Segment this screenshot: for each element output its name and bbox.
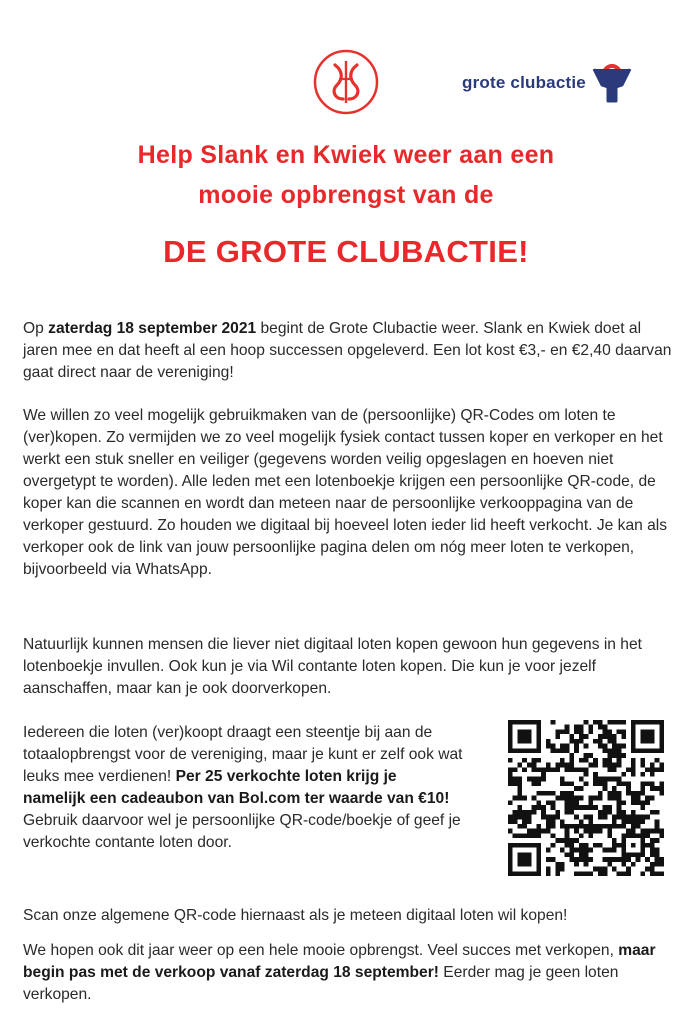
brand-name: grote clubactie [462, 73, 586, 92]
start-date: zaterdag 18 september 2021 [48, 320, 257, 337]
intro-paragraph [23, 318, 673, 384]
slank-en-kwiek-emblem-icon [313, 49, 379, 115]
closing-text-end: Eerder mag je geen loten verkopen. [23, 964, 619, 1003]
headline-title: DE GROTE CLUBACTIE! [163, 234, 529, 269]
reward-text-start: Iedereen die loten (ver)koopt draagt een steentje bij aan de totaalopbrengst voor de vereniging, maar je kunt er zelf ook wat leuks mee verdienen! [23, 724, 463, 785]
reward-highlight: Per 25 verkochte loten krijg je namelijk een cadeaubon van Bol.com ter waarde van €10! [23, 768, 450, 807]
reward-text-end: Gebruik daarvoor wel je persoonlijke QR-code/boekje of geef je verkochte contante loten door. [23, 812, 461, 851]
cash-tickets-paragraph: Natuurlijk kunnen mensen die liever niet digitaal loten kopen gewoon hun gegevens in het lotenboekje invullen. Ook kun je via Wil contante loten kopen. Die kun je voor jezelf aanschaffen, maar kan je ook doorverkopen. [23, 636, 642, 697]
closing-paragraph [23, 940, 673, 1006]
scan-paragraph: Scan onze algemene QR-code hiernaast als je meteen digitaal loten wil kopen! [23, 907, 568, 924]
headline-line-1: Help Slank en Kwiek weer aan een [137, 141, 555, 169]
reward-paragraph [23, 722, 463, 854]
grote-clubactie-logo [462, 62, 650, 104]
headline-line-2: mooie opbrengst van de [198, 181, 494, 209]
qr-code-icon [508, 720, 664, 876]
closing-text-start: We hopen ook dit jaar weer op een hele mooie opbrengst. Veel succes met verkopen, [23, 942, 619, 959]
intro-text-end: begint de Grote Clubactie weer. Slank en Kwiek doet al jaren mee en dat heeft al een hoop successen opgeleverd. Een lot kost €3,- en €2,40 daarvan gaat direct naar de vereniging! [23, 320, 672, 381]
start-warning: maar begin pas met de verkoop vanaf zaterdag 18 september! [23, 942, 656, 981]
qr-code-paragraph: We willen zo veel mogelijk gebruikmaken van de (persoonlijke) QR-Codes om loten te (ver)kopen. Zo vermijden we zo veel mogelijk fysiek contact tussen koper en verkoper en het werkt een stuk sneller en veiliger (gegevens worden veilig opgeslagen en hoeven niet overgetypt te worden). Alle leden met een lotenboekje krijgen een persoonlijke QR-code, de koper kan die scannen en wordt dan meteen naar de persoonlijke verkooppagina van de verkoper gestuurd. Zo houden we digitaal bij hoeveel loten ieder lid heeft verkocht. Je kan als verkoper ook de link van jouw persoonlijke pagina delen om nóg meer loten te verkopen, bijvoorbeeld via WhatsApp. [23, 407, 668, 578]
clubactie-figure-icon [590, 63, 634, 103]
intro-text-start: Op [23, 320, 49, 337]
